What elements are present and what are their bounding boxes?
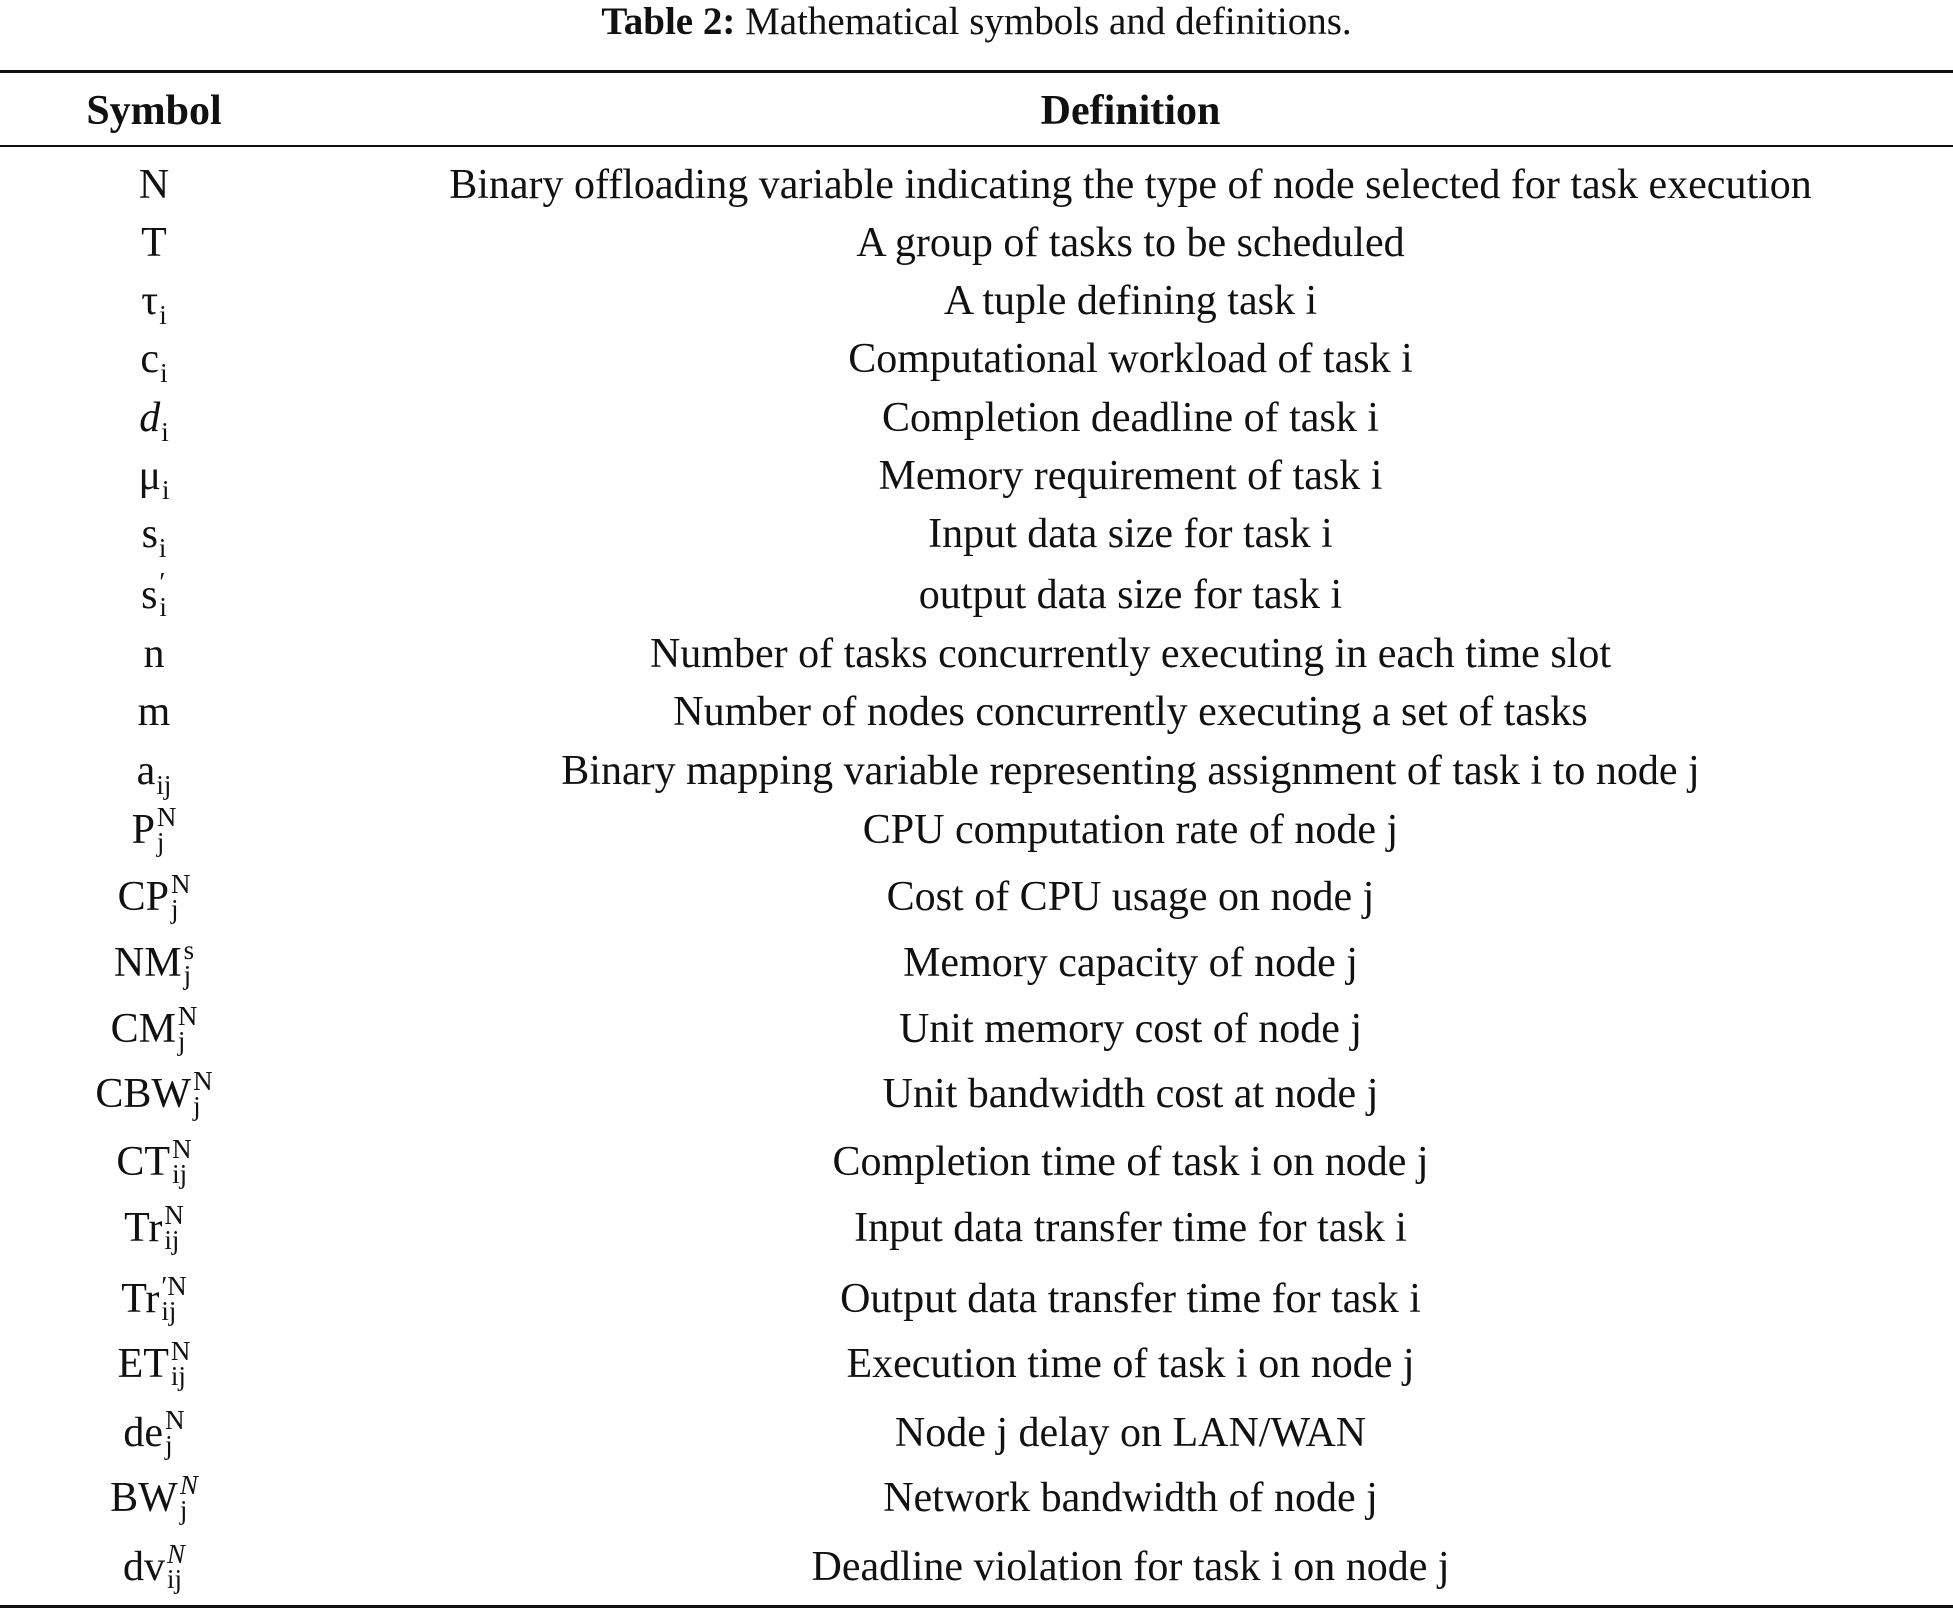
definition-cell: A tuple defining task i: [943, 278, 1318, 324]
table-caption: [0, 0, 1953, 44]
symbol-superscript: N: [193, 1066, 213, 1096]
symbol-scripts: [170, 869, 191, 924]
table-row: [0, 331, 1953, 387]
symbol-base: n: [143, 631, 165, 677]
definition-cell: Computational workload of task i: [848, 336, 1413, 382]
table-row: [0, 1129, 1953, 1195]
symbol-cell: [0, 1129, 308, 1195]
definition-cell: Completion deadline of task i: [882, 395, 1379, 441]
symbol-superscript: ′N: [161, 1271, 187, 1301]
table-header-row: [0, 78, 1953, 144]
symbol-subscript: j: [165, 1430, 173, 1460]
definition-cell: Execution time of task i on node j: [846, 1341, 1415, 1387]
definition-cell: Memory requirement of task i: [878, 453, 1383, 499]
table-row: [0, 506, 1953, 562]
symbol-superscript: N: [164, 1200, 184, 1230]
definition-cell: Deadline violation for task i on node j: [811, 1544, 1450, 1590]
symbol-superscript: s: [183, 935, 195, 965]
symbol-subscript: i: [160, 358, 168, 388]
symbol-cell: [0, 1061, 308, 1127]
symbol-subscript: ij: [161, 1296, 177, 1326]
symbol-subscript: j: [183, 960, 192, 990]
symbol-cell: [0, 215, 308, 271]
definition-cell: Input data size for task i: [928, 511, 1333, 557]
symbol-scripts: [183, 935, 195, 990]
symbol-subscript: i: [162, 475, 170, 505]
table-row: [0, 1400, 1953, 1466]
symbol-superscript: N: [156, 802, 177, 832]
symbol-subscript: j: [170, 894, 179, 924]
table-row: [0, 448, 1953, 504]
symbol-scripts: [161, 1271, 187, 1326]
symbol-subscript: i: [158, 533, 167, 563]
symbol-base: Tr: [121, 1276, 160, 1322]
symbol-cell: [0, 1331, 308, 1397]
symbol-scripts: [170, 1336, 191, 1391]
table-row: [0, 273, 1953, 329]
symbol-base: μ: [138, 453, 161, 499]
symbol-superscript: N: [166, 1539, 185, 1569]
symbol-cell: [0, 996, 308, 1062]
symbol-superscript: N: [165, 1405, 185, 1435]
symbol-base: NM: [113, 940, 182, 986]
table-row: [0, 1465, 1953, 1531]
definition-cell: Completion time of task i on node j: [832, 1139, 1429, 1185]
symbol-scripts: [166, 1539, 185, 1594]
symbol-scripts: [179, 1470, 198, 1525]
symbol-base: c: [140, 336, 160, 382]
symbol-scripts: [193, 1066, 213, 1121]
definition-cell: Binary mapping variable representing assignment of task i to node j: [561, 748, 1700, 794]
definition-cell: Cost of CPU usage on node j: [886, 874, 1375, 920]
symbol-subscript: ij: [170, 1361, 186, 1391]
symbol-subscript: ij: [156, 770, 172, 800]
symbol-base: ET: [117, 1341, 169, 1387]
table-row: [0, 864, 1953, 930]
symbol-cell: [0, 157, 308, 213]
definition-cell: Unit bandwidth cost at node j: [882, 1071, 1379, 1117]
symbol-base: τ: [141, 278, 159, 324]
symbol-base: P: [131, 807, 155, 853]
symbol-subscript: j: [156, 827, 165, 857]
definition-cell: Unit memory cost of node j: [898, 1006, 1363, 1052]
symbol-subscript: i: [161, 417, 169, 447]
symbol-cell: [0, 626, 308, 682]
table-bottom-rule: [0, 1605, 1953, 1608]
symbol-base: a: [136, 748, 156, 794]
symbol-cell: [0, 1465, 308, 1531]
symbol-subscript: i: [159, 592, 167, 622]
symbol-superscript: N: [177, 1001, 198, 1031]
symbol-scripts: [172, 1134, 192, 1189]
symbol-scripts: [159, 567, 167, 622]
symbol-cell: [0, 1195, 308, 1261]
table-row: [0, 562, 1953, 628]
table-row: [0, 157, 1953, 213]
symbol-cell: [0, 797, 308, 863]
header-symbol: Symbol: [86, 88, 222, 134]
table-row: [0, 1534, 1953, 1600]
definition-cell: Memory capacity of node j: [903, 940, 1358, 986]
symbol-base: T: [141, 220, 167, 266]
table-row: [0, 1061, 1953, 1127]
symbol-base: CT: [116, 1139, 171, 1185]
table-header-rule: [0, 145, 1953, 147]
symbol-scripts: [177, 1001, 198, 1056]
symbol-base: de: [123, 1410, 164, 1456]
symbol-subscript: j: [177, 1026, 186, 1056]
symbol-subscript: j: [179, 1495, 188, 1525]
symbol-subscript: ij: [166, 1564, 182, 1594]
symbol-scripts: [156, 802, 177, 857]
symbol-cell: [0, 684, 308, 740]
table-row: [0, 684, 1953, 740]
symbol-scripts: [165, 1405, 185, 1460]
definition-cell: Number of nodes concurrently executing a set of tasks: [673, 689, 1588, 735]
definition-cell: Input data transfer time for task i: [854, 1205, 1407, 1251]
caption-label: Table 2:: [601, 0, 736, 43]
table-row: [0, 743, 1953, 799]
symbol-scripts: [164, 1200, 184, 1255]
symbol-base: CBW: [95, 1071, 192, 1117]
symbol-base: CP: [117, 874, 169, 920]
caption-text: Mathematical symbols and definitions.: [745, 0, 1352, 43]
symbol-subscript: j: [193, 1091, 201, 1121]
table-row: [0, 1331, 1953, 1397]
symbol-base: dv: [122, 1544, 165, 1590]
table-top-rule: [0, 70, 1953, 73]
definition-cell: Number of tasks concurrently executing in each time slot: [649, 631, 1612, 677]
definition-cell: Network bandwidth of node j: [883, 1475, 1378, 1521]
header-definition: Definition: [1040, 88, 1221, 134]
definition-cell: Node j delay on LAN/WAN: [894, 1410, 1367, 1456]
symbol-superscript: N: [170, 869, 191, 899]
symbol-superscript: ′: [159, 567, 166, 597]
table-row: [0, 390, 1953, 446]
symbol-cell: [0, 1534, 308, 1600]
table-row: [0, 626, 1953, 682]
definition-cell: CPU computation rate of node j: [862, 807, 1399, 853]
symbol-cell: [0, 1400, 308, 1466]
symbol-superscript: N: [172, 1134, 192, 1164]
symbol-cell: [0, 864, 308, 930]
definition-cell: Output data transfer time for task i: [840, 1276, 1421, 1322]
table-row: [0, 1195, 1953, 1261]
symbol-cell: [0, 930, 308, 996]
symbol-cell: [0, 562, 308, 628]
symbol-cell: [0, 1266, 308, 1332]
symbol-superscript: N: [170, 1336, 191, 1366]
symbol-base: BW: [110, 1475, 178, 1521]
symbol-base: s: [141, 572, 158, 618]
symbol-base: CM: [110, 1006, 176, 1052]
definition-cell: Binary offloading variable indicating the type of node selected for task execution: [449, 162, 1812, 208]
symbol-subscript: ij: [172, 1159, 188, 1189]
symbol-base: s: [141, 511, 158, 557]
symbol-base: Tr: [124, 1205, 163, 1251]
definition-cell: A group of tasks to be scheduled: [856, 220, 1405, 266]
table-row: [0, 930, 1953, 996]
table-row: [0, 215, 1953, 271]
definition-cell: output data size for task i: [918, 572, 1343, 618]
symbol-base: N: [138, 162, 170, 208]
table-row: [0, 996, 1953, 1062]
symbol-base: d: [139, 395, 161, 441]
symbol-subscript: ij: [164, 1225, 180, 1255]
table-row: [0, 797, 1953, 863]
symbol-superscript: N: [179, 1470, 198, 1500]
symbol-base: m: [137, 689, 171, 735]
table-row: [0, 1266, 1953, 1332]
symbol-subscript: i: [159, 300, 167, 330]
